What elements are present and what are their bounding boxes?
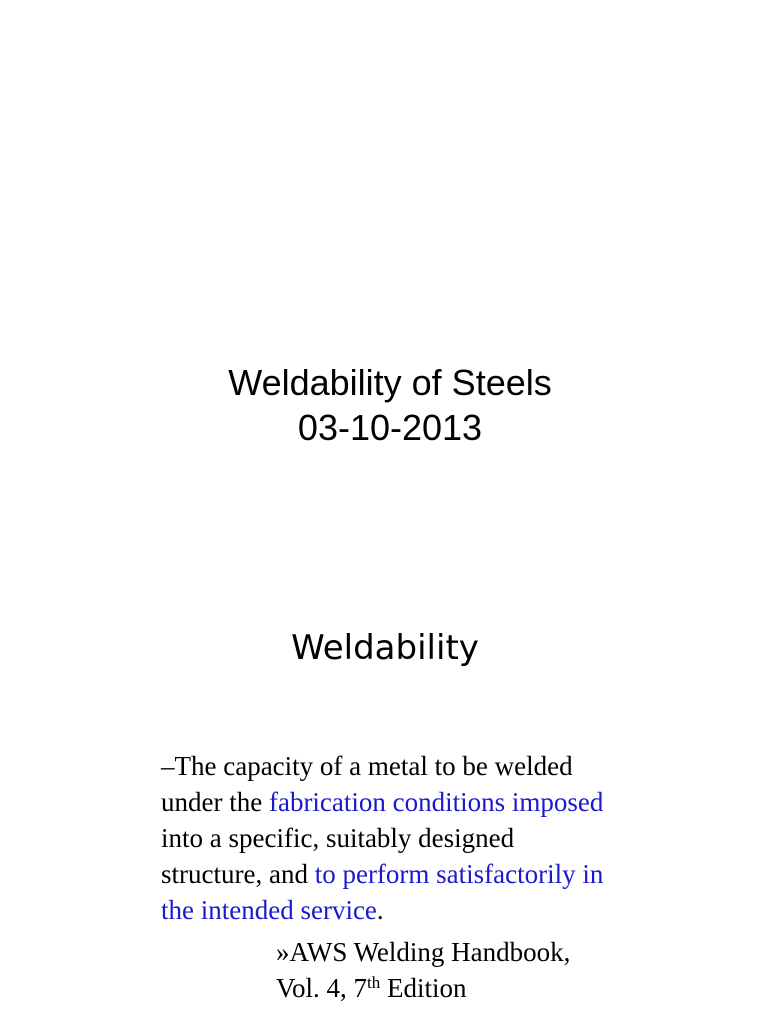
citation-edition: Edition (380, 973, 467, 1003)
citation-ordinal: th (367, 973, 381, 992)
highlight-perform-satisfactorily: to perform satisfactorily in (314, 859, 604, 889)
definition-line-2 (161, 784, 681, 820)
citation-line-2 (276, 970, 696, 1006)
definition-text: structure, and (161, 859, 315, 889)
definition-line-4 (161, 856, 681, 892)
definition-period: . (376, 895, 384, 925)
highlight-intended-service: the intended service (161, 895, 377, 925)
definition-text: into a specific, suitably designed (161, 823, 515, 853)
slide-title (0, 360, 768, 450)
definition-quote (161, 748, 681, 928)
highlight-fabrication-conditions: fabrication conditions imposed (268, 787, 604, 817)
citation-volume: Vol. 4, 7 (276, 973, 368, 1003)
citation (276, 934, 696, 1006)
definition-text: –The capacity of a metal to be welded (161, 751, 573, 781)
section-heading: Weldability (291, 628, 479, 668)
definition-line-3 (161, 820, 681, 856)
citation-line-1: »AWS Welding Handbook, (276, 937, 571, 967)
title-date: 03-10-2013 (297, 407, 483, 448)
definition-line-1 (161, 748, 681, 784)
definition-text: under the (161, 787, 269, 817)
definition-line-5 (161, 892, 681, 928)
title-line-1: Weldability of Steels (228, 362, 552, 403)
